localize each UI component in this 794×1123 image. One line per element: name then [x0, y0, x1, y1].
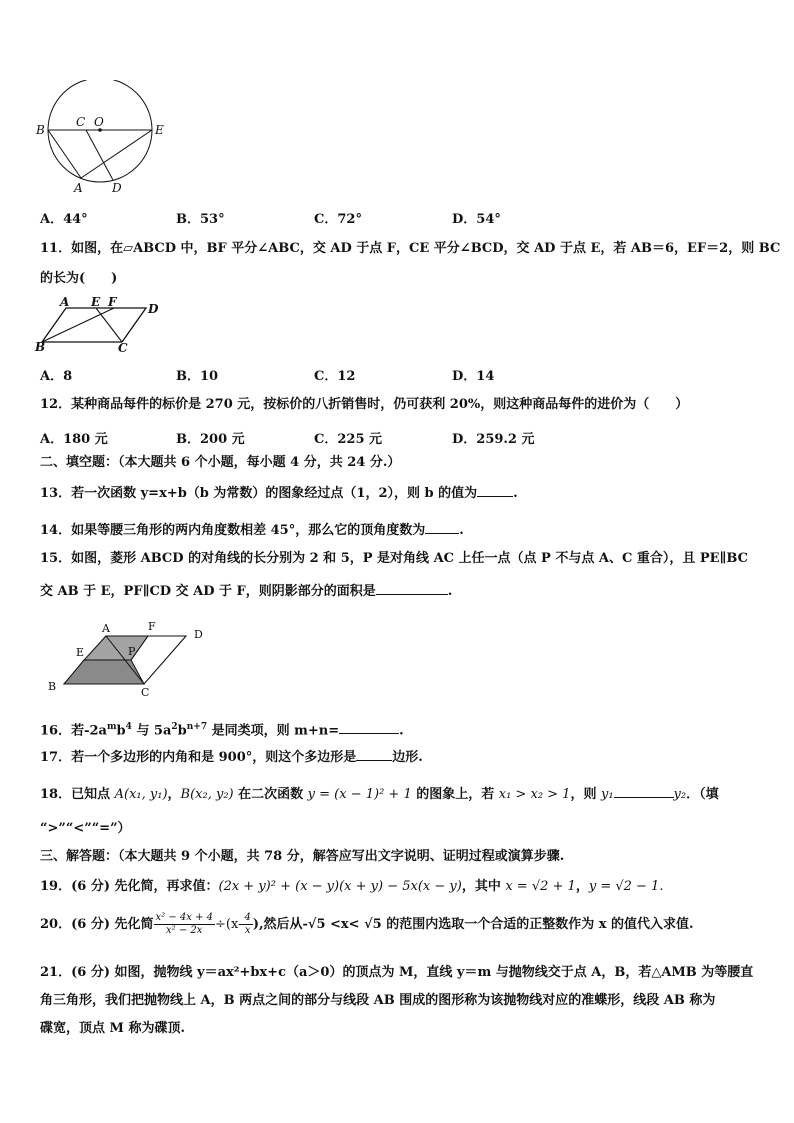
q20-fraction: $\frac{\text{x² − 4x + 4}}{\text{x² − 2x}}$	[155, 912, 213, 936]
q11-line2: 的长为( )	[40, 271, 118, 286]
q15-answer-blank[interactable]	[376, 582, 448, 595]
label-c: C	[141, 686, 150, 699]
label-a: A	[60, 296, 70, 309]
q13-answer-blank[interactable]	[477, 484, 513, 497]
q15-line2: 交 AB 于 E，PF∥CD 交 AD 于 F，则阴影部分的面积是 .	[40, 584, 453, 599]
q12-option-d: D．259.2 元	[452, 432, 535, 447]
q11-option-d: D．14	[452, 369, 495, 384]
chord-ae	[81, 130, 152, 178]
q12-option-b: B．200 元	[176, 432, 245, 447]
section-2-heading: 二、填空题：（本大题共 6 个小题，每小题 4 分，共 24 分.）	[40, 455, 401, 470]
label-b: B	[35, 340, 46, 354]
label-p: P	[128, 645, 136, 658]
label-b: B	[48, 680, 57, 693]
segment-bf	[42, 308, 114, 342]
label-d: D	[148, 302, 159, 316]
q10-option-d: D．54°	[452, 212, 501, 227]
segment-ce	[96, 308, 122, 342]
label-d: D	[194, 628, 203, 641]
q10-option-a: A．44°	[40, 212, 88, 227]
label-c: C	[118, 341, 128, 355]
circle-figure	[34, 80, 170, 200]
segment-cd	[86, 130, 113, 180]
q20-small-fraction: $\frac{4}{x}$	[244, 912, 251, 936]
q16: 16．若$-2a^mb^4$ 与 $5a^2b^{n+7}$ 是同类项，则 m+n= .	[40, 722, 404, 739]
label-c: C	[76, 115, 86, 129]
q12-text: 12．某种商品每件的标价是 270 元，按标价的八折销售时，仍可获利 20%，则这种商品每件的进价为（ ）	[40, 397, 689, 412]
label-b: B	[36, 123, 45, 137]
q19: 19．(6 分) 先化简，再求值：(2x + y)² + (x − y)(x + y) − 5x(x − y)，其中 x = √2 + 1，y = √2 − 1.	[40, 879, 664, 894]
label-a: A	[102, 622, 110, 635]
section-3-heading: 三、解答题：（本大题共 9 个小题，共 78 分，解答应写出文字说明、证明过程或演算步骤.	[40, 849, 565, 864]
q14-text: 14．如果等腰三角形的两内角度数相差 45°，那么它的顶角度数为	[40, 523, 426, 538]
label-e: E	[155, 123, 164, 137]
q14-answer-blank[interactable]	[425, 521, 459, 534]
q11-option-b: B．10	[176, 369, 219, 384]
parallelogram-abcd	[42, 308, 146, 342]
label-f: F	[148, 620, 156, 633]
q13: 13．若一次函数 y=x+b（b 为常数）的图象经过点（1，2），则 b 的值为 .	[40, 486, 518, 501]
shaded-region-lower	[64, 660, 144, 684]
q21-line1: 21．(6 分) 如图，抛物线 y＝ax²+bx+c（a＞0）的顶点为 M，直线 y＝m 与抛物线交于点 A，B，若△AMB 为等腰直	[40, 965, 754, 980]
q11-option-a: A．8	[40, 369, 73, 384]
q10-option-b: B．53°	[176, 212, 225, 227]
q10-option-c: C．72°	[314, 212, 362, 227]
q20: 20．(6 分) 先化简 $\frac{\text{x² − 4x + 4}}{\text{x² − 2x}}$ ÷(x- $\frac{4}{x}$ ),然后从-√5 <x< √5 的范围内选取一个合适的正整数作为 x 的值代入求值.	[40, 912, 694, 936]
label-d: D	[112, 181, 122, 195]
q16-answer-blank[interactable]	[339, 721, 399, 734]
label-o: O	[94, 115, 104, 129]
q12-option-a: A．180 元	[40, 432, 108, 447]
q18-line2: “>”“<”“=”）	[40, 821, 131, 836]
label-f: F	[108, 296, 117, 309]
label-e: E	[76, 646, 85, 659]
chord-ba	[48, 130, 81, 178]
q21-line3: 碟宽，顶点 M 称为碟顶.	[40, 1021, 185, 1036]
q13-text: 13．若一次函数 y=x+b（b 为常数）的图象经过点（1，2），则 b 的值为	[40, 486, 478, 501]
q14: 14．如果等腰三角形的两内角度数相差 45°，那么它的顶角度数为 .	[40, 523, 464, 538]
label-e: E	[91, 296, 101, 309]
label-a: A	[74, 181, 83, 195]
q17-answer-blank[interactable]	[356, 748, 392, 761]
q18-line1: 18．已知点 A(x₁, y₁)，B(x₂, y₂) 在二次函数 y = (x − 1)² + 1 的图象上，若 x₁ > x₂ > 1，则 y₁ y₂．（填	[40, 787, 719, 802]
q21-line2: 角三角形，我们把抛物线上 A，B 两点之间的部分与线段 AB 围成的图形称为该抛物线对应的准蝶形，线段 AB 称为	[40, 993, 716, 1008]
q18-answer-blank[interactable]	[614, 785, 674, 798]
q15-line1: 15．如图，菱形 ABCD 的对角线的长分别为 2 和 5，P 是对角线 AC 上任一点（点 P 不与点 A、C 重合），且 PE∥BC	[40, 551, 749, 566]
parallelogram-figure	[34, 296, 164, 356]
q17: 17．若一个多边形的内角和是 900°，则这个多边形是 边形.	[40, 750, 423, 765]
q11-line1: 11．如图，在▱ABCD 中，BF 平分∠ABC，交 AD 于点 F，CE 平分∠BCD，交 AD 于点 E，若 AB＝6，EF＝2，则 BC	[40, 241, 781, 256]
q11-option-c: C．12	[314, 369, 356, 384]
q12-option-c: C．225 元	[314, 432, 383, 447]
rhombus-figure	[44, 620, 224, 700]
